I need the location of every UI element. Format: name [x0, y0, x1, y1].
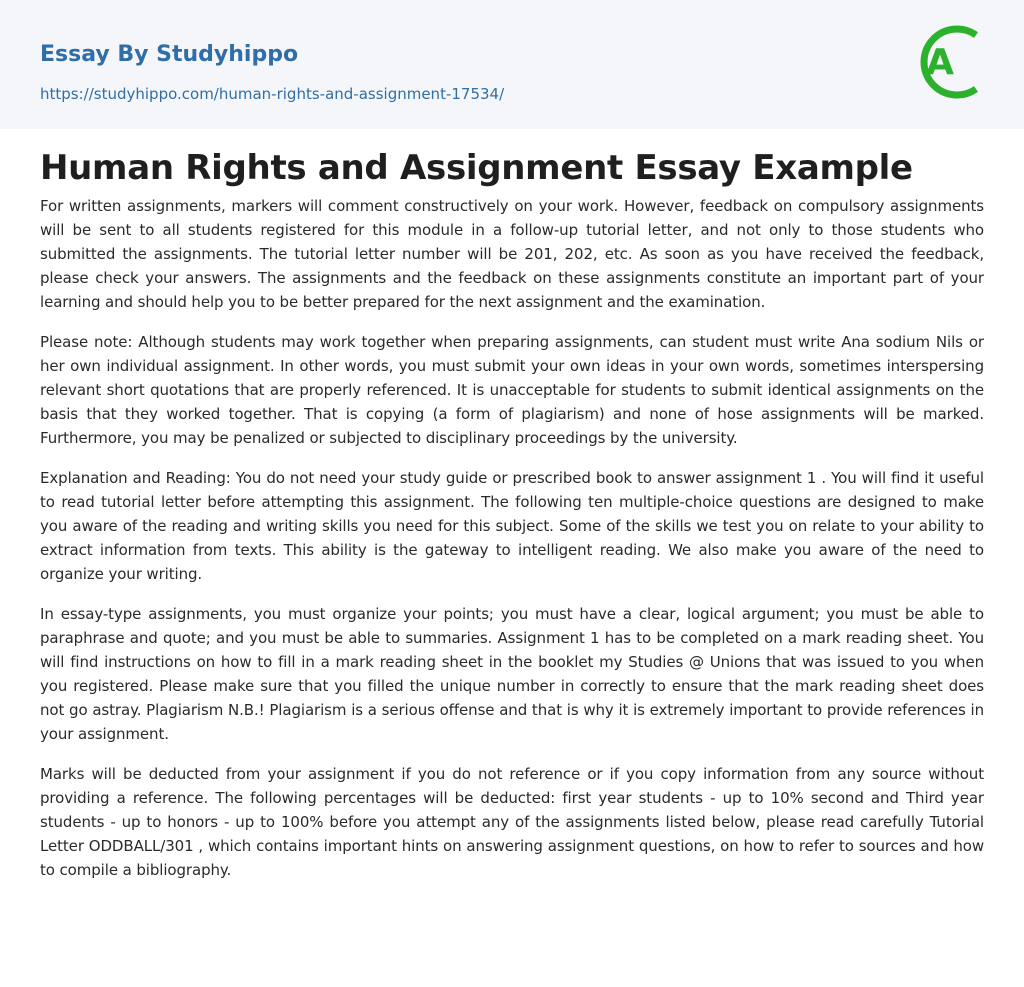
site-header [0, 0, 1024, 129]
article-body [40, 194, 984, 898]
source-url-link[interactable]: https://studyhippo.com/human-rights-and-assignment-17534/ [40, 85, 505, 103]
paragraph: Please note: Although students may work together when preparing assignments, can student must write Ana sodium Nils or her own individual assignment. In other words, you must submit your own ideas in your own words, sometimes interspersing relevant short quotations that are properly referenced. It is unacceptable for students to submit identical assignments on the basis that they worked together. That is copying (a form of plagiarism) and none of hose assignments will be marked. Furthermore, you may be penalized or subjected to disciplinary proceedings by the university. [40, 333, 984, 447]
site-name[interactable]: Essay By Studyhippo [40, 42, 299, 67]
paragraph: For written assignments, markers will comment constructively on your work. However, feedback on compulsory assignments will be sent to all students registered for this module in a follow-up tutorial letter, and not only to those students who submitted the assignments. The tutorial letter number will be 201, 202, etc. As soon as you have received the feedback, please check your answers. The assignments and the feedback on these assignments constitute an important part of your learning and should help you to be better prepared for the next assignment and the examination. [40, 197, 984, 311]
paragraph: Marks will be deducted from your assignment if you do not reference or if you copy information from any source without providing a reference. The following percentages will be deducted: first year students - up to 10% second and Third year students - up to honors - up to 100% before you attempt any of the assignments listed below, please read carefully Tutorial Letter ODDBALL/301 , which contains important hints on answering assignment questions, on how to refer to sources and how to compile a bibliography. [40, 765, 984, 879]
paragraph: In essay-type assignments, you must organize your points; you must have a clear, logical argument; you must be able to paraphrase and quote; and you must be able to summaries. Assignment 1 has to be completed on a mark reading sheet. You will find instructions on how to fill in a mark reading sheet in the booklet my Studies @ Unions that was issued to you when you registered. Please make sure that you filled the unique number in correctly to ensure that the mark reading sheet does not go astray. Plagiarism N.B.! Plagiarism is a serious offense and that is why it is extremely important to provide references in your assignment. [40, 605, 984, 743]
page-title: Human Rights and Assignment Essay Example [40, 148, 913, 188]
paragraph: Explanation and Reading: You do not need your study guide or prescribed book to answer assignment 1 . You will find it useful to read tutorial letter before attempting this assignment. The following ten multiple-choice questions are designed to make you aware of the reading and writing skills you need for this subject. Some of the skills we test you on relate to your ability to extract information from texts. This ability is the gateway to intelligent reading. We also make you aware of the need to organize your writing. [40, 469, 984, 583]
studyhippo-logo-icon[interactable] [912, 19, 986, 105]
logo-letter: A [926, 42, 954, 83]
